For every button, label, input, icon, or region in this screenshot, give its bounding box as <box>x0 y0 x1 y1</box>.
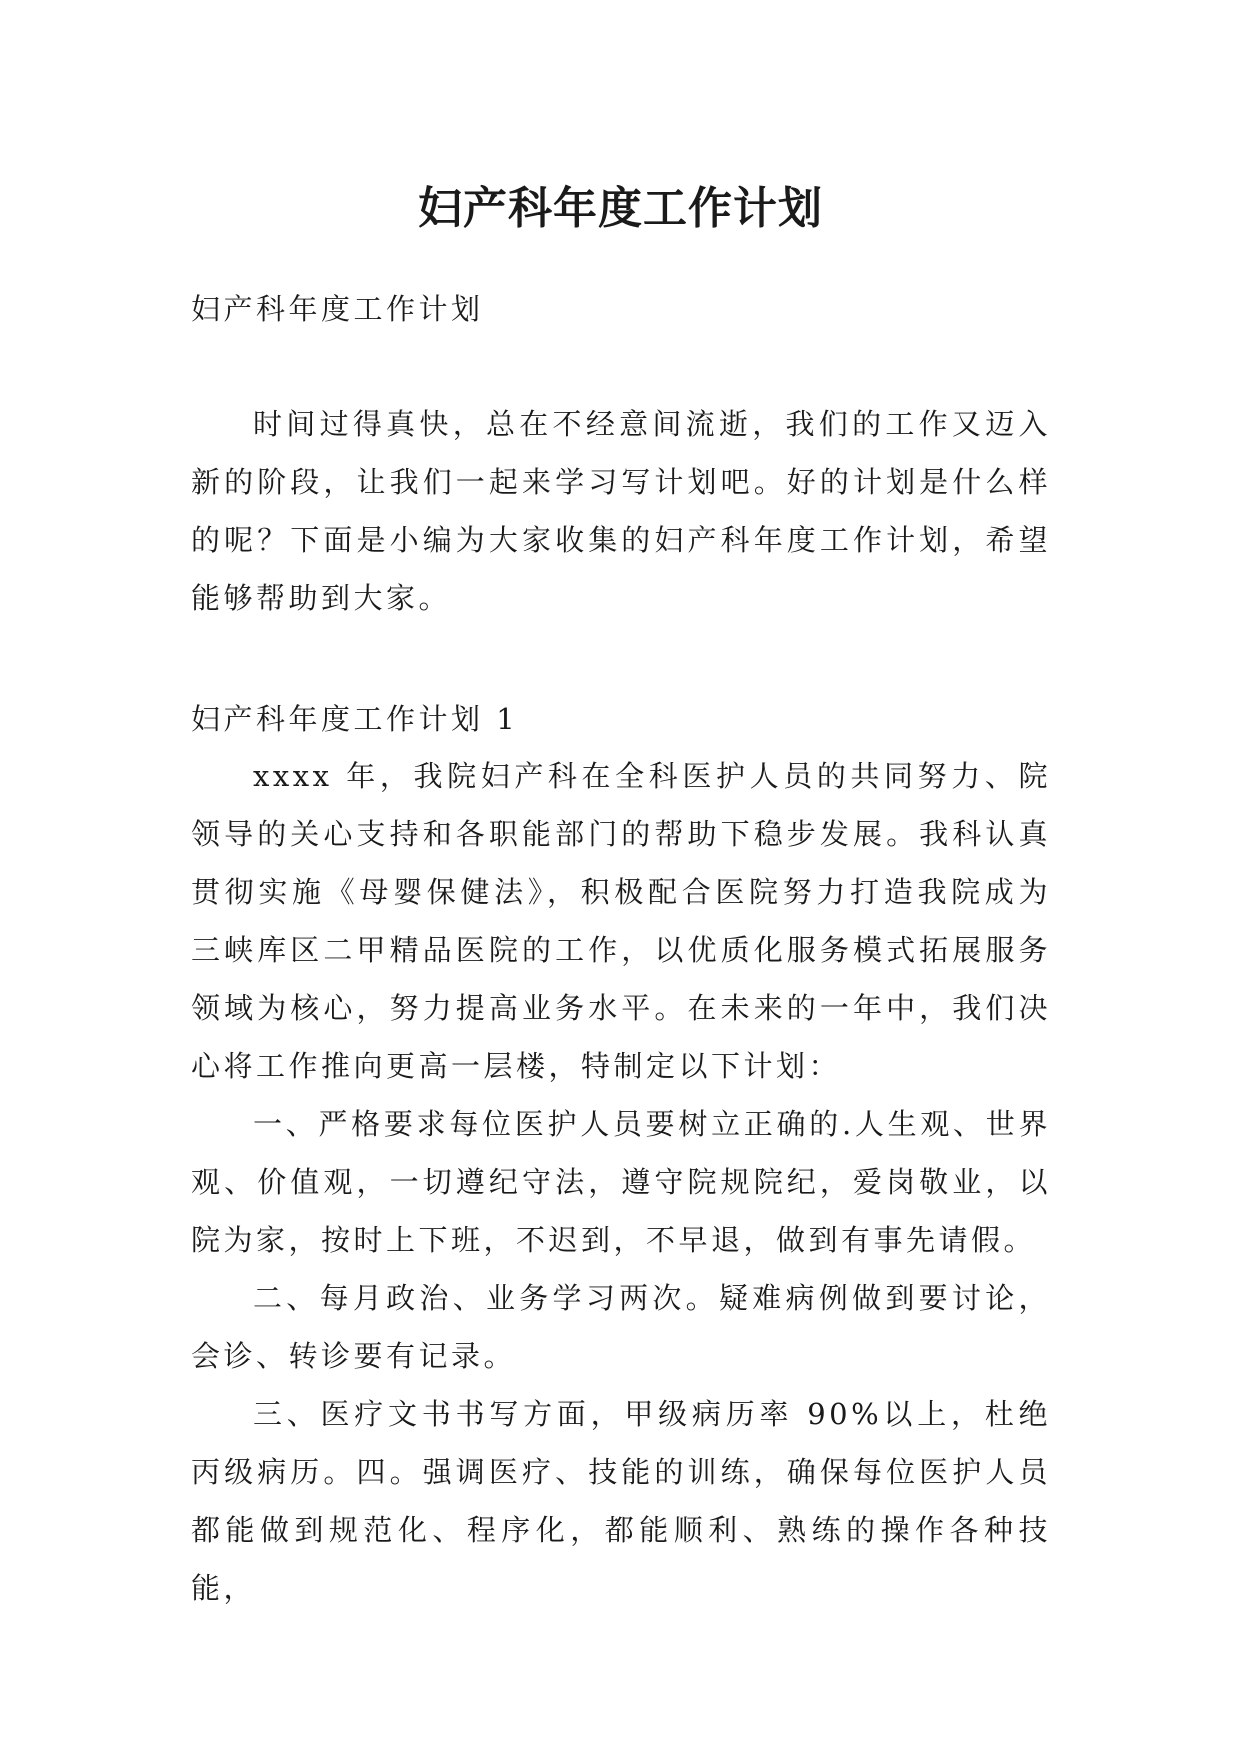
document-subtitle: 妇产科年度工作计划 <box>191 292 484 326</box>
body-paragraph-2: 一、严格要求每位医护人员要树立正确的.人生观、世界观、价值观，一切遵纪守法，遵守院规院纪，爱岗敬业，以院为家，按时上下班，不迟到，不早退，做到有事先请假。 <box>191 1107 1051 1257</box>
document-body <box>191 289 1051 1617</box>
intro-paragraph: 时间过得真快，总在不经意间流逝，我们的工作又迈入新的阶段，让我们一起来学习写计划吧。好的计划是什么样的呢？下面是小编为大家收集的妇产科年度工作计划，希望能够帮助到大家。 <box>191 407 1051 615</box>
section-heading: 妇产科年度工作计划 1 <box>191 702 519 736</box>
document-title: 妇产科年度工作计划 <box>418 183 823 235</box>
body-paragraph-3: 二、每月政治、业务学习两次。疑难病例做到要讨论，会诊、转诊要有记录。 <box>191 1281 1051 1373</box>
body-paragraph-1: xxxx 年，我院妇产科在全科医护人员的共同努力、院领导的关心支持和各职能部门的帮助下稳步发展。我科认真贯彻实施《母婴保健法》，积极配合医院努力打造我院成为三峡库区二甲精品医院的工作，以优质化服务模式拓展服务领域为核心，努力提高业务水平。在未来的一年中，我们决心将工作推向更高一层楼，特制定以下计划： <box>191 759 1051 1083</box>
body-paragraph-4: 三、医疗文书书写方面，甲级病历率 90%以上，杜绝丙级病历。四。强调医疗、技能的训练，确保每位医护人员都能做到规范化、程序化，都能顺利、熟练的操作各种技能， <box>191 1397 1051 1605</box>
